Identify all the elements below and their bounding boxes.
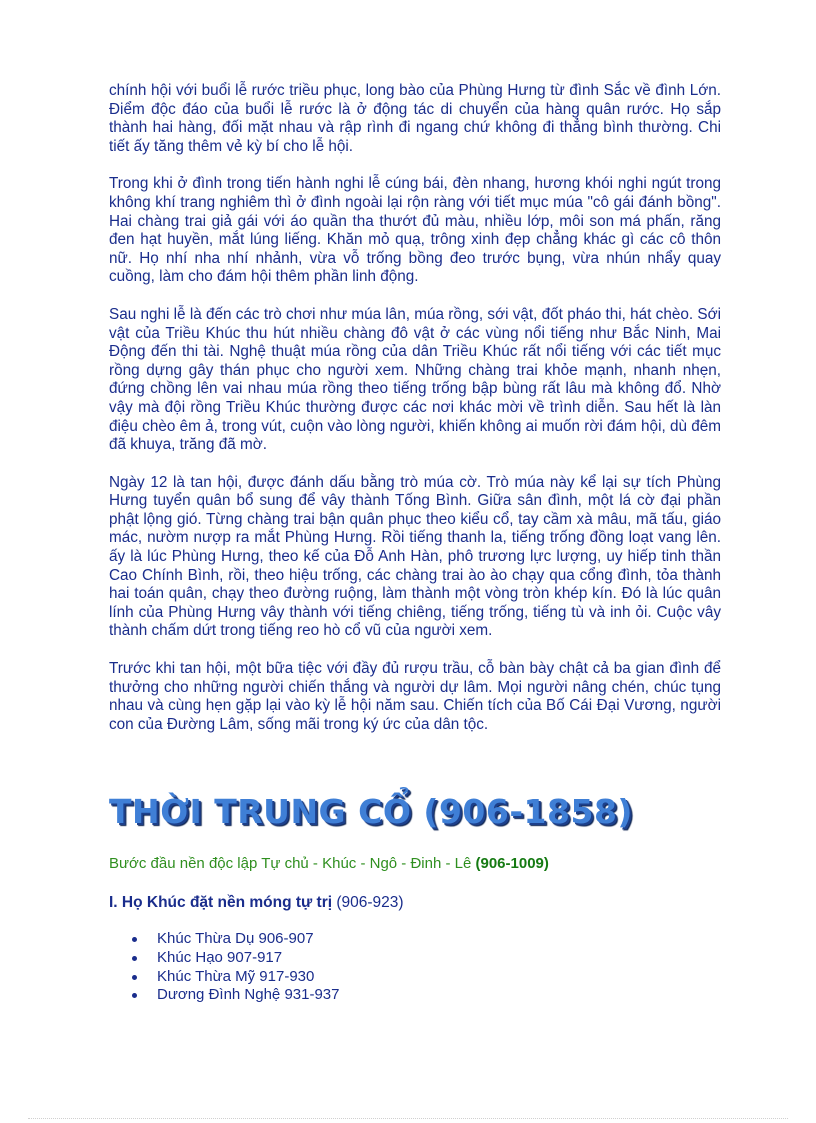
section-title-years: (906-923) (332, 894, 404, 912)
period-subtitle-text: Bước đầu nền độc lập Tự chủ - Khúc - Ngô - Đinh - Lê (109, 855, 476, 873)
list-item (157, 930, 721, 949)
period-subtitle-years: (906-1009) (475, 855, 549, 873)
list-item-text: Khúc Thừa Mỹ 917-930 (157, 967, 315, 985)
era-heading: THỜI TRUNG CỔ (906-1858) (109, 792, 633, 832)
paragraph-procession: chính hội với buổi lễ rước triều phục, long bào của Phùng Hưng từ đình Sắc về đình Lớn. Điểm độc đáo của buổi lễ rước là ở động tác di chuyển của hàng quân rước. Họ sắp thành hai hàng, đối mặt nhau và rập rình đi ngang chứ không đi thẳng bình thường. Chi tiết ấy tăng thêm vẻ kỳ bí cho lễ hội. (109, 82, 721, 155)
bullet-icon (132, 937, 137, 942)
document-body (109, 82, 721, 1005)
bullet-icon (132, 993, 137, 998)
list-item-text: Khúc Hạo 907-917 (157, 949, 283, 966)
paragraph-games: Sau nghi lễ là đến các trò chơi như múa lân, múa rồng, sới vật, đốt pháo thi, hát chèo. Sới vật của Triều Khúc thu hút nhiều chàng đô vật ở các vùng nổi tiếng như Bắc Ninh, Mai Động đến thi tài. Nghệ thuật múa rồng của dân Triều Khúc rất nổi tiếng với các tiết mục rồng dựng gây thán phục cho người xem. Những chàng trai khỏe mạnh, nhanh nhẹn, đứng chồng lên vai nhau múa rồng theo tiếng trống bập bùng rất lâu mà không đổ. Nhờ vậy mà đội rồng Triều Khúc thường được các nơi khác mời về trình diễn. Sau hết là làn điệu chèo êm ả, trong vút, cuộn vào lòng người, khiến không ai muốn rời đám hội, dù đêm đã khuya, trăng đã mờ. (109, 305, 721, 454)
bullet-icon (132, 975, 137, 980)
paragraph-drum-dance: Trong khi ở đình trong tiến hành nghi lễ cúng bái, đèn nhang, hương khói nghi ngút trong không khí trang nghiêm thì ở đình ngoài lại rộn ràng với tiết mục múa "cô gái đánh bồng". Hai chàng trai giả gái với áo quần tha thướt đủ màu, nhiều lớp, môi son má phấn, răng đen hạt huyền, mắt lúng liếng. Khăn mỏ quạ, trông xinh đẹp chẳng khác gì các cô thôn nữ. Họ nhí nha nhí nhảnh, vừa vỗ trống bồng đeo trước bụng, vừa nhún nhẩy quay cuồng, làm cho đám hội thêm phần linh động. (109, 175, 721, 286)
heading-container (109, 784, 721, 840)
paragraph-feast: Trước khi tan hội, một bữa tiệc với đầy đủ rượu trầu, cỗ bàn bày chật cả ba gian đình để thưởng cho những người chiến thắng và người dự lâm. Mọi người nâng chén, chúc tụng nhau và cùng hẹn gặp lại vào kỳ lễ hội năm sau. Chiến tích của Bố Cái Đại Vương, người con của Đường Lâm, sống mãi trong ký ức của dân tộc. (109, 660, 721, 733)
list-item-text: Dương Đình Nghệ 931-937 (157, 986, 340, 1004)
page-bottom-divider (28, 1118, 788, 1119)
bullet-icon (132, 956, 137, 961)
list-item (157, 968, 721, 987)
list-item-text: Khúc Thừa Dụ 906-907 (157, 930, 314, 948)
list-item (157, 986, 721, 1005)
section-title-text: I. Họ Khúc đặt nền móng tự trị (109, 894, 333, 912)
paragraph-flag-dance: Ngày 12 là tan hội, được đánh dấu bằng trò múa cờ. Trò múa này kể lại sự tích Phùng Hưng tuyển quân bổ sung để vây thành Tống Bình. Giữa sân đình, một lá cờ đại phần phật lộng gió. Từng chàng trai bận quân phục theo kiểu cổ, tay cầm xà mâu, mã tấu, giáo mác, nườm nượp ra mắt Phùng Hưng. Rồi tiếng thanh la, tiếng trống đồng loạt vang lên. ấy là lúc Phùng Hưng, theo kế của Đỗ Anh Hàn, phô trương lực lượng, uy hiếp tinh thần Cao Chính Bình, rồi, theo hiệu trống, các chàng trai ào ào chạy qua cổng đình, tỏa thành hai toán quân, chạy theo đường ruộng, làm thành một vòng tròn khép kín. Đó là lúc quân lính của Phùng Hưng vây thành với tiếng chiêng, tiếng trống, tiếng tù và inh ỏi. Cuộc vây thành chấm dứt trong tiếng reo hò cổ vũ của người xem. (109, 473, 721, 640)
list-item (157, 949, 721, 968)
section-title (109, 893, 721, 912)
period-subtitle (109, 854, 721, 873)
rulers-list (109, 930, 721, 1004)
